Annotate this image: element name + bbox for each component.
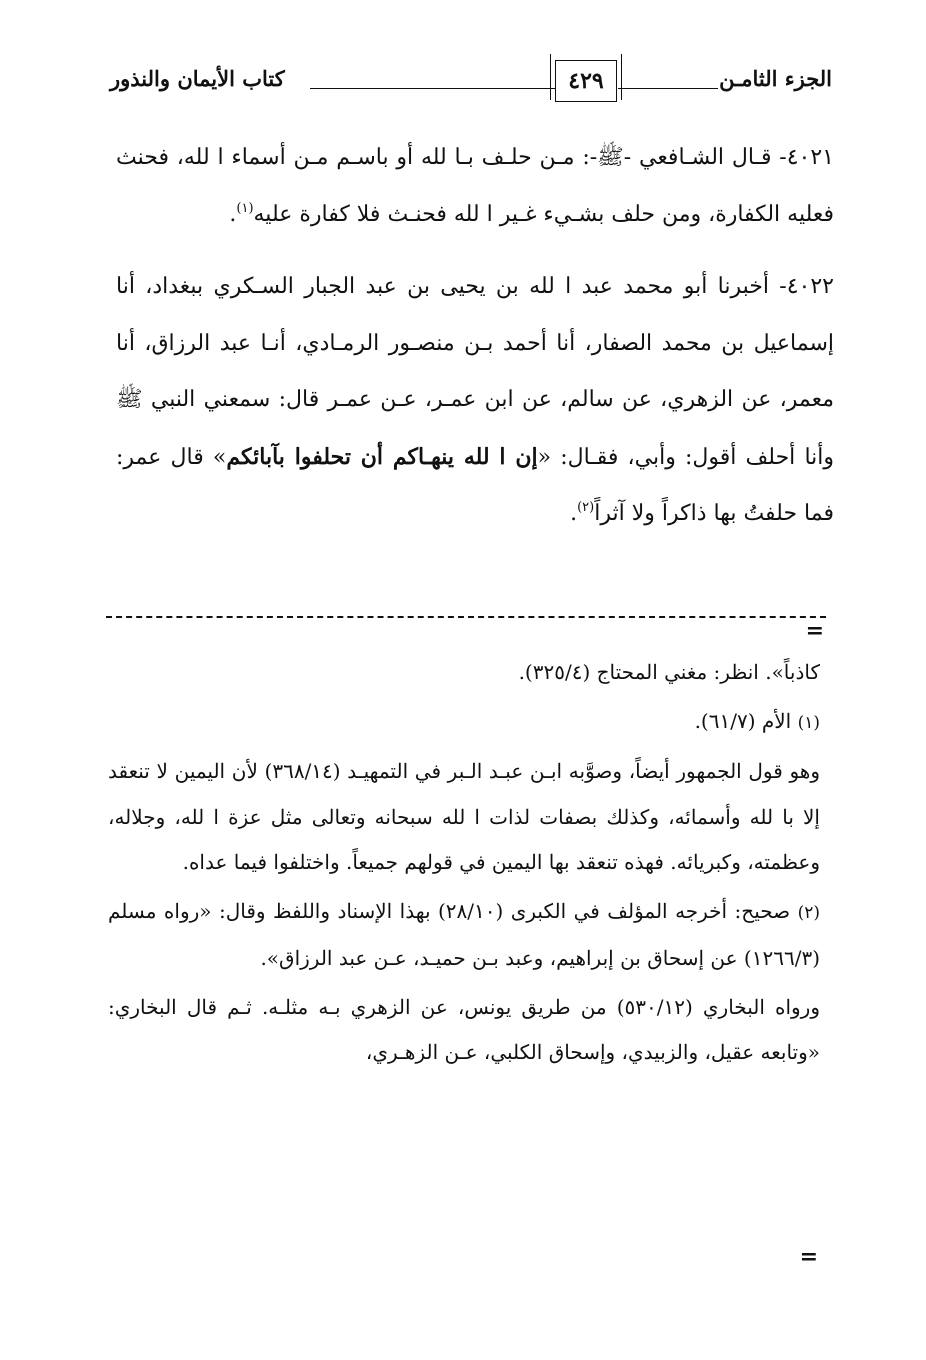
paragraph-4022 (116, 259, 834, 543)
footnote-1-text: الأم (٦١/٧). (694, 708, 792, 733)
paragraph-4022-end: . (570, 501, 578, 526)
footnotes (108, 650, 820, 1079)
paragraph-4021-text: ٤٠٢١- قـال الشـافعي -ﷺ-: مـن حلـف بـا لله أو باسـم مـن أسماء ا لله، فحنث فعليه الكفارة، ومن حلف بشـيء غـير ا لله فحنـث فلا كفارة عليه (116, 145, 834, 227)
footnote-continuation: كاذباً». انظر: مغني المحتاج (٣٢٥/٤). (518, 660, 820, 684)
paragraph-4022-tail: » قال عمر: فما حلفتُ بها ذاكراً ولا آثراً (116, 444, 834, 526)
footnote-1 (108, 699, 820, 747)
running-header (110, 60, 832, 110)
paragraph-4022-text: ٤٠٢٢- أخبرنا أبو محمد عبد ا لله بن يحيى بن عبد الجبار السـكري ببغداد، أنا إسماعيل بن محمد الصفار، أنا أحمد بـن منصـور الرمـادي، أنـا عبد الرزاق، أنا معمر، عن الزهري، عن سالم، عن ابن عمـر، عـن عمـر قال: سمعني النبي ﷺ وأنا أحلف أقول: وأبي، فقـال: « (116, 274, 835, 470)
page-number: ٤٢٩ (555, 60, 617, 102)
page-end-mark: = (799, 1244, 818, 1270)
footnote-ref-2: (٢) (577, 500, 595, 515)
book-title: كتاب الأيمان والنذور (110, 66, 285, 91)
paragraph-4021-end: . (229, 201, 237, 227)
footnote-1-commentary: وهو قول الجمهور أيضاً، وصوَّبه ابـن عبـد الـبر في التمهيـد (٣٦٨/١٤) لأن اليمين لا تنعقد إلا با لله وأسمائه، وكذلك بصفات لذات ا لله سبحانه وتعالى مثل عزة ا لله، وجلاله، وعظمته، وكبريائه. فهذه تنعقد بها اليمين في قولهم جميعاً. واختلفوا فيما عداه. (108, 759, 821, 874)
continuation-mark: = (805, 618, 824, 644)
footnote-2-continuation: ورواه البخاري (٥٣٠/١٢) من طريق يونس، عن الزهري بـه مثلـه. ثـم قال البخاري: «وتابعه عقيل، والزبيدي، وإسحاق الكلبي، عـن الزهـري، (108, 994, 820, 1064)
footnote-2 (108, 889, 820, 982)
volume-title: الجزء الثامـن (719, 66, 832, 91)
footnote-separator (106, 608, 826, 644)
footnote-2-number: (٢) (797, 902, 821, 923)
footnote-2-text: صحيح: أخرجه المؤلف في الكبرى (٢٨/١٠) بهذا الإسناد واللفظ وقال: «رواه مسلم (١٢٦٦/٣) عن إسحاق بن إبراهيم، وعبد بـن حميـد، عـن عبد الرزاق». (108, 898, 820, 970)
hadith-quote: إن ا لله ينهـاكم أن تحلفوا بآبائكم (226, 443, 538, 470)
main-text (116, 130, 834, 551)
footnote-1-number: (١) (797, 712, 820, 733)
header-rule-left (310, 88, 555, 89)
separator-dashed-line (106, 616, 826, 618)
paragraph-4021 (116, 130, 834, 243)
footnote-ref-1: (١) (236, 200, 254, 216)
header-rule-right (618, 88, 718, 89)
